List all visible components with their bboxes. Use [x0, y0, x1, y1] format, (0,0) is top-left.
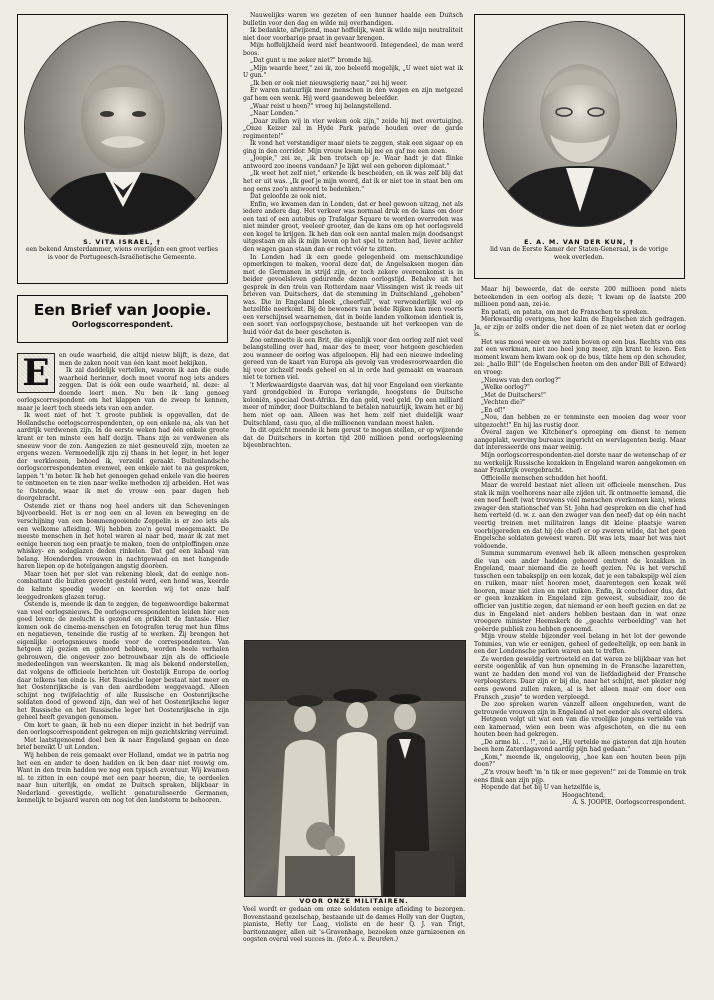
paragraph: De zoo spreken waren vanzelf alleen ongehuwden, want de getrouwde vrouwen zijn in Engeland al net eender als overal elders.	[474, 701, 686, 716]
paragraph: Zoo ontmoette ik een Brit, die eigenlijk voor den oorlog zelf niet veel belangstelling over had, maar des te meer, voor hetgeen geschieden zou wanneer de oorlog was afgeloopen. Hij had een nieuwe indeeling gereed van de kaart van Europa als gevolg van vredesvoorwaarden die hij voor zichzelf reeds geheel en al in orde had gemaakt en waaraan niet te tornen viel.	[243, 336, 463, 382]
paragraph: „Mijn waarde heer," zei ik, zoo beleefd mogelijk, „U weet niet wat ik U gun."	[243, 64, 463, 80]
paragraph: „Z'n vrouw heeft 'm 'n tik er mee gegeven!" zei de Tommie en trok eens flink aan zijn pijp.	[474, 769, 686, 784]
paragraph: Ostende is, meende ik dan te zeggen, de tegenwoordige bakermat van veel oorlogsnieuws. De oorlogscorrespondenten leiden hier een goed leven; de zeelucht is gezond en prikkelt de fantasie. Hier komen ook de cinema-menschen en fotografen terug met hun films en negatieven, teneinde die rustig af te werken. Zij brengen het eigenlijke oorlogsnieuws mede voor de correspondenten. Van hetgeen zij gezien en gehoord hebben, worden heele verhalen gebrouwen, die ongeveer zoo betrouwbaar zijn als de officieele mededeelingen van weerskanten. Ik mag als bekend onderstellen, dat volgens de officieele berichten uit Oostelijk Europa de oorlog daar telkens ten einde is. Het Russische leger bestaat niet meer en het Oostenrijksche is van den aardbodem weggevaagd. Alleen schijnt nog twijfelachtig of alle Russische en Oostenrijksche soldaten dood of gewond zijn, dan wel of het Oostenrijksche leger het Russische en het Russische leger het Oostenrijksche in zijn geheel heeft gevangen genomen.	[17, 601, 229, 722]
paragraph: „Joopie," zei ze, „ik ben trotsch op je. Waar hadt je dat flinke antwoord zoo ineens vandaan? Je lijkt wel een geboren diplomaat."	[243, 155, 463, 170]
photo-caption-body: Veel wordt er gedaan om onze soldaten eenige afleiding te bezorgen. Bovenstaand gezelschap, bestaande uit de dames Holly van der Gugten, pianiste, Hetty ter Laag, violiste en de heer Q. J. van Trigt, baritonzanger, allen uit 's-Gravenhage, bezoeken onze garnizoenen en oogsten overal veel succes in.	[243, 906, 465, 944]
article-column-2	[243, 12, 463, 450]
paragraph: „Vechten die?"	[481, 399, 526, 407]
paragraph: Ze werden geweldig vertroeteld en dat waren ze blijkbaar van het eerste oogenblik af van hun opneming in de Fransche lazaretten, want ze hadden den mond vol van de liefdadigheid der Fransche verpleegsters. Daar zijn er bij die, naar het schijnt, met plezier nóg eens gewond zullen raken, al is het alleen maar om door een Fransch „zusje" te worden verpleegd.	[474, 655, 686, 701]
paragraph: Met laatstgenoemd doel ben ik naar Engeland gegaan en deze brief bereikt U uit Londen.	[17, 736, 229, 752]
paragraph: Om kort te gaan, ik heb nu een dieper inzicht in het bedrijf van den oorlogscorrespondent gekregen en mijn gezichtskring verruimd.	[17, 721, 229, 737]
paragraph: „De arme bl. . . !", zei ie. „Hij vertelde me gisteren dat zijn houten been hem Zaterdagavond aardig pijn had gedaan."	[474, 738, 686, 754]
paragraph: Er waren natuurlijk meer menschen in den wagen en zijn metgezel gaf hem een wenk. Hij werd gaandeweg beleefder.	[243, 87, 463, 103]
photo-caption-text	[243, 906, 465, 944]
paragraph: Hopende dat het bij U van hetzelfde is,	[481, 784, 601, 792]
paragraph: Maar de wereld bestaat niet alleen uit officieele menschen. Dus stak ik mijn voelhorens naar alle zijden uit. Ik ontmoette iemand, die een neef heeft (wat trouwens véél menschen overkomen kan), wiens zwager den stationschef van St. John had gesproken en die chef had hem verteld (d. w. z. aan den zwager van den neef) dat op één nacht veertig treinen met militairen langs dit kleine plaatsje waren voorbijgereden en dat hij (de chef) er op zweren wilde, dat het geen Engelsche soldaten geweest waren. Dit was iets, maar het was niet voldoende.	[474, 482, 686, 550]
paragraph: „Nieuws van den oorlog?"	[481, 376, 561, 384]
paragraph: Mijn oorlogscorrespondenten-ziel dorste naar de wetenschap of er nu werkelijk Russische kozakken in Engeland waren aangekomen en naar Frankrijk overgebracht.	[474, 452, 686, 475]
paragraph: „Ik weet het zelf niet," erkende ik bescheiden, en ik was zelf blij dat het er uit was. „Ik geef je mijn woord, dat ik er niet toe in staat ben om nog eens zoo'n antwoord te bedenken."	[243, 170, 463, 193]
portrait-caption-left	[26, 239, 218, 261]
paragraph: Ik vond het verstandiger maar niets te zeggen, stak een sigaar op en ging in den corridor. Mijn vrouw kwam bij me en gaf me een zoen.	[243, 140, 463, 155]
paragraph: In Londen had ik een goede gelegenheid om menschkundige opmerkingen te maken, vooral deze dat, de Angelsaksen mogen dan met de Germanen in strijd zijn, er toch zekere overeenkomst is in beider gevoelsleven gedurende dezen oorlogstijd. Behalve uit het gesprek in den trein van Rotterdam naar Vlissingen wist ik reeds uit brieven van Duitschers, dat de stemming in Duitschland „gehoben" was. Die in Engeland bleek „cheerfull", wat verwonderlijk wel op hetzelfde neerkomt. Bij de bewoners van beide Rijken kan men voorts een verschijnsel waarnemen, dat in beide landen volkomen identiek is, een soort van oorlogspsychose, bestaande uit het verkoopen van de huid vóór dat de beer geschoten is.	[243, 253, 463, 336]
article-title: Een Brief van Joopie.	[33, 301, 212, 319]
paragraph: Ostende ziet er thans nog heel anders uit dan Scheveningen bijvoorbeeld. Het is er nog een en al leven en beweging en de verschijning van een bommengooiende Zeppelin is er zoo iets als een welkome afleiding. Wij hebben zoo'n geval meegemaakt. De meeste menschen in het hotel waren al naar bed, maar ik zat met eenige heeren nog een praatje te maken, toen de ontploffingen onze whiskey- en sodaglazen deden rinkelen. Dat gaf een kabaal van belang. Hoenderden vrouwen in nachtgewaad en met hangende haren liepen op de hotelgangen angstig doorèen.	[17, 502, 229, 571]
paragraph: Maar toen het per slot van rekening bleek, dat de eenige non-combattant die buiten gevecht gesteld werd, een hond was, keerde de kalmte spoedig weder en keerden wij tot onze half leeggedronken glazen terug.	[17, 570, 229, 601]
article-column-1	[17, 352, 229, 805]
photo-caption	[243, 898, 465, 905]
paragraph: en oude waarheid, die altijd nieuw blijft, is deze, dat men de zaken nooit van één kant moet bekijken.	[59, 352, 229, 367]
article-title-box	[17, 295, 228, 343]
paragraph: Enfin, we kwamen dan in Londen, dat er heel gewoon uitzag, net als iedere andere dag. Het verkeer was normaal druk en de kans om door een taxi of een autobus op Trafalgar Square te worden overreden was niet minder groot, veeleer grooter, dan de kans om op het oorlogsveld een kogel te krijgen. Ik heb dan ook een aantal malen mijn doodsangst uitgestaan en als ik mijn leven op het spel te zetten had, liever achter den wagen gaan staan dan er recht vóór te zitten.	[243, 200, 463, 253]
portrait-frame-left	[17, 14, 228, 284]
paragraph: „Waar reist u heen?" vroeg hij belangstellend.	[250, 102, 392, 110]
paragraph: En patati, en patata, om met de Franschen te spreken.	[481, 308, 649, 316]
paragraph: Ik bedankte, afwijzend, maar hoffelijk, want ik wilde mijn neutraliteit niet door voorbarige praat in gevaar brengen.	[243, 27, 463, 42]
paragraph: Officieële menschen schudden het hoofd.	[481, 474, 608, 482]
photo-credit: (foto A. v. Beurden.)	[336, 936, 398, 944]
paragraph: Wij hebben de reis gemaakt over Holland, omdat we in patria nog het een en ander te doen hadden en ik ben daar niet rouwig om. Want in den trein hadden we nog een typisch avontuur. Wij kwamen nl. te zitten in een coupé met een paar heeren, die, te oordeelen naar hun uiterlijk, en omdat ze Duitsch spraken, blijkbaar in Nederland gevestigde, wellicht genaturaliseerde Germanen, kennelijk te bejaard waren om nog tot den landstorm te behooren.	[17, 751, 229, 805]
portrait-photo-right	[483, 21, 677, 227]
paragraph: Ik weet niet of het 't groote publiek is opgevallen, dat de Hollandsche oorlogscorrespondenten, op een enkele na, als van het aardrijk verdwenen zijn. In de eerste weken had één enkele groote krant er ten minste een half dozijn. Thans zijn ze verdwenen als sneeuw voor de zon. Aangezien ze niet gesneuveld zijn, moeten ze ergens wezen. Vermoedelijk zijn zij thans in het leger, in het leger der werkloozen, behoed ik, verzeild geraakt. Buitenlandsche oorlogscorrespondenten evenwel, een enkele niet te na gesproken, lappen 't 'm beter. Ik heb het genoegen gehad enkele van die heeren te ontmoeten en te zien naar welke methoden zij arbeiden. Het was te Ostende, waar ik met de vrouw een paar dagen heb doorgebracht.	[17, 412, 229, 503]
portrait-frame-right	[474, 14, 685, 279]
portrait-name-right: E. A. M. VAN DER KUN, †	[524, 238, 634, 246]
portrait-caption-right	[485, 239, 673, 261]
portrait-name-left: S. VITA ISRAEL, †	[83, 238, 161, 246]
paragraph: Overal zagen we Kitchener's oproeping om dienst te nemen aangeplakt, werving bureaux ingericht en wervlagenten bezig. Maar dat interesseerde ons maar weinig.	[474, 429, 686, 452]
paragraph: „Naar Londen."	[250, 110, 299, 118]
paragraph: Ik zal daddelijk vertellen, waarom ik aan die oude waarheid herinner, doch moet vooraf nog iets anders zeggen. Dat is óók een oude waarheid, nl. deze: al doende leert men. Nu ben ik lang genoeg oorlogscorrespondent om het klappen van de zweep te kennen, maar je leert toch steeds iets van een ander.	[17, 367, 229, 412]
paragraph: Nauwelijks waren we gezeten of een hunner haalde een Duitsch bulletin voor den dag en wilde mij overhandigen.	[243, 12, 463, 27]
paragraph: „Ik ben er ook niet nieuwsgierig naar," zei hij weer.	[250, 79, 408, 87]
portrait-photo-left	[24, 21, 222, 235]
paragraph: In dit opzicht meende ik hem gerust te mogen stellen, er op wijzende dat de Duitschers in korten tijd 200 millioen pond oorlogsleening bijeenbrachten.	[243, 427, 463, 450]
portrait-man-left-image	[25, 22, 221, 234]
paragraph: „Kom," meende ik, ongeloovig, „hoe kan een houten been pijn doen?"	[474, 753, 686, 769]
paragraph: „Welke oorlog?"	[481, 384, 530, 392]
group-photo	[244, 640, 466, 897]
signature: A. S. JOOPIE, Oorlogscorrespondent.	[572, 799, 686, 807]
paragraph: Mijn vrouw stelde bijzonder veel belang in het lot der gewonde Tommies, van wie er eenigen, geheel of gedeeltelijk, op een bank in een der Londensche parken waren aan te treffen.	[474, 633, 686, 656]
closing: Hoogachtend,	[561, 791, 605, 799]
portrait-description-left: een bekend Amsterdammer, wiens overlijden een groot verlies is voor de Portugeesch-Israëlietische Gemeente.	[26, 246, 218, 261]
paragraph: Mijn hoffelijkheid werd niet beantwoord. Integendeel, de man werd boos.	[243, 42, 463, 57]
drop-cap: E	[17, 353, 55, 393]
paragraph: „En of!"	[481, 406, 506, 414]
paragraph: „Daar zullen wij in vier weken ook zijn," zeide hij met overtuiging. „Onze Keizer zal in Hyde Park parade houden over de garde regimenten!"	[243, 117, 463, 140]
paragraph: Dat geloofde ze ook niet.	[250, 193, 327, 201]
paragraph: „Dat gunt u me zeker niet?" bromde hij.	[250, 57, 373, 65]
paragraph: Maar hij beweerde, dat de eerste 200 millioen pond niets beteekenden in een oorlog als deze; 't kwam op de laatste 200 millioen pond aan, zei-ie.	[474, 286, 686, 309]
paragraph: Merkwaardig overigens, hoe kalm de Engelschen zich gedragen. Ja, er zijn er zelfs onder die net doen of ze niet weten dat er oorlog is.	[474, 316, 686, 339]
paragraph: „Nou, dan hebben ze er tenminste een mooien dag weer voor uitgezocht!" En hij las rustig door.	[474, 414, 686, 429]
paragraph: Hetgeen volgt uit wat een van die vroolijke jongens vertelde van een kameraad, wien een been was afgeschoten, en die nu een houten been had gekregen.	[474, 716, 686, 739]
paragraph: 't Merkwaardigste daarvan was, dat hij voor Engeland een vierkante yard grondgebied in Europa verlangde, hoogstens de Duitsche koloniën, speciaal Oost-Afrika. En dan geld, veel geld. Op een milliard meer of minder, door Duitschland te betalen natuurlijk, kwam het er bij hem niet op aan. Alleen was het hem zelf niet duidelijk waar Duitschland, casu quo, al die millioenen vandaan moest halen.	[243, 381, 463, 427]
article-subtitle: Oorlogscorrespondent.	[71, 320, 174, 329]
paragraph: Het was mooi weer en we zaten boven op een bus. Rechts van ons zat een werkman, niet zoo heel jong meer, zijn krant te lezen. Een moment kwam hem kwam ook op de bus, tikte hem op den schouder, zei: „hallo Bill" (de Engelschen heeten om den ander Bill of Edward) en vroeg:	[474, 338, 686, 377]
group-photo-image	[245, 641, 465, 896]
photo-title: VOOR ONZE MILITAIREN.	[299, 897, 409, 905]
article-column-3	[474, 286, 686, 807]
portrait-man-right-image	[484, 22, 676, 226]
portrait-description-right: lid van de Eerste Kamer der Staten-Generaal, is de vorige week overleden.	[490, 246, 668, 261]
paragraph: Summa summarum evenwel heb ik alleen menschen gesproken die van een ander hadden gehoord omtrent de kozakken in Engeland, maar niemand die ze heeft gezien. Nu is het verschil tusschen een tabakspijp en een kozak, dat je een tabakspijp wèl zien en ruiken, maar niet hooren moet, daarentegen een kozak wèl hooren, maar niet zien en niet ruiken. Enfin, ik concludeer dus, dat er geen kozakken in Engeland zijn geweest, subsidiair, zoo de officier van justitie zegen, dat niemand er een heeft gezien en dat ze dus in Engeland niet anders hebben bestaan dan in wat onze vroegere minister Heemskerk de „geachte verbeelding" van het geëerde publiek zou hebben genoemd.	[474, 550, 686, 633]
paragraph: „Met de Duitschers!"	[481, 391, 546, 399]
